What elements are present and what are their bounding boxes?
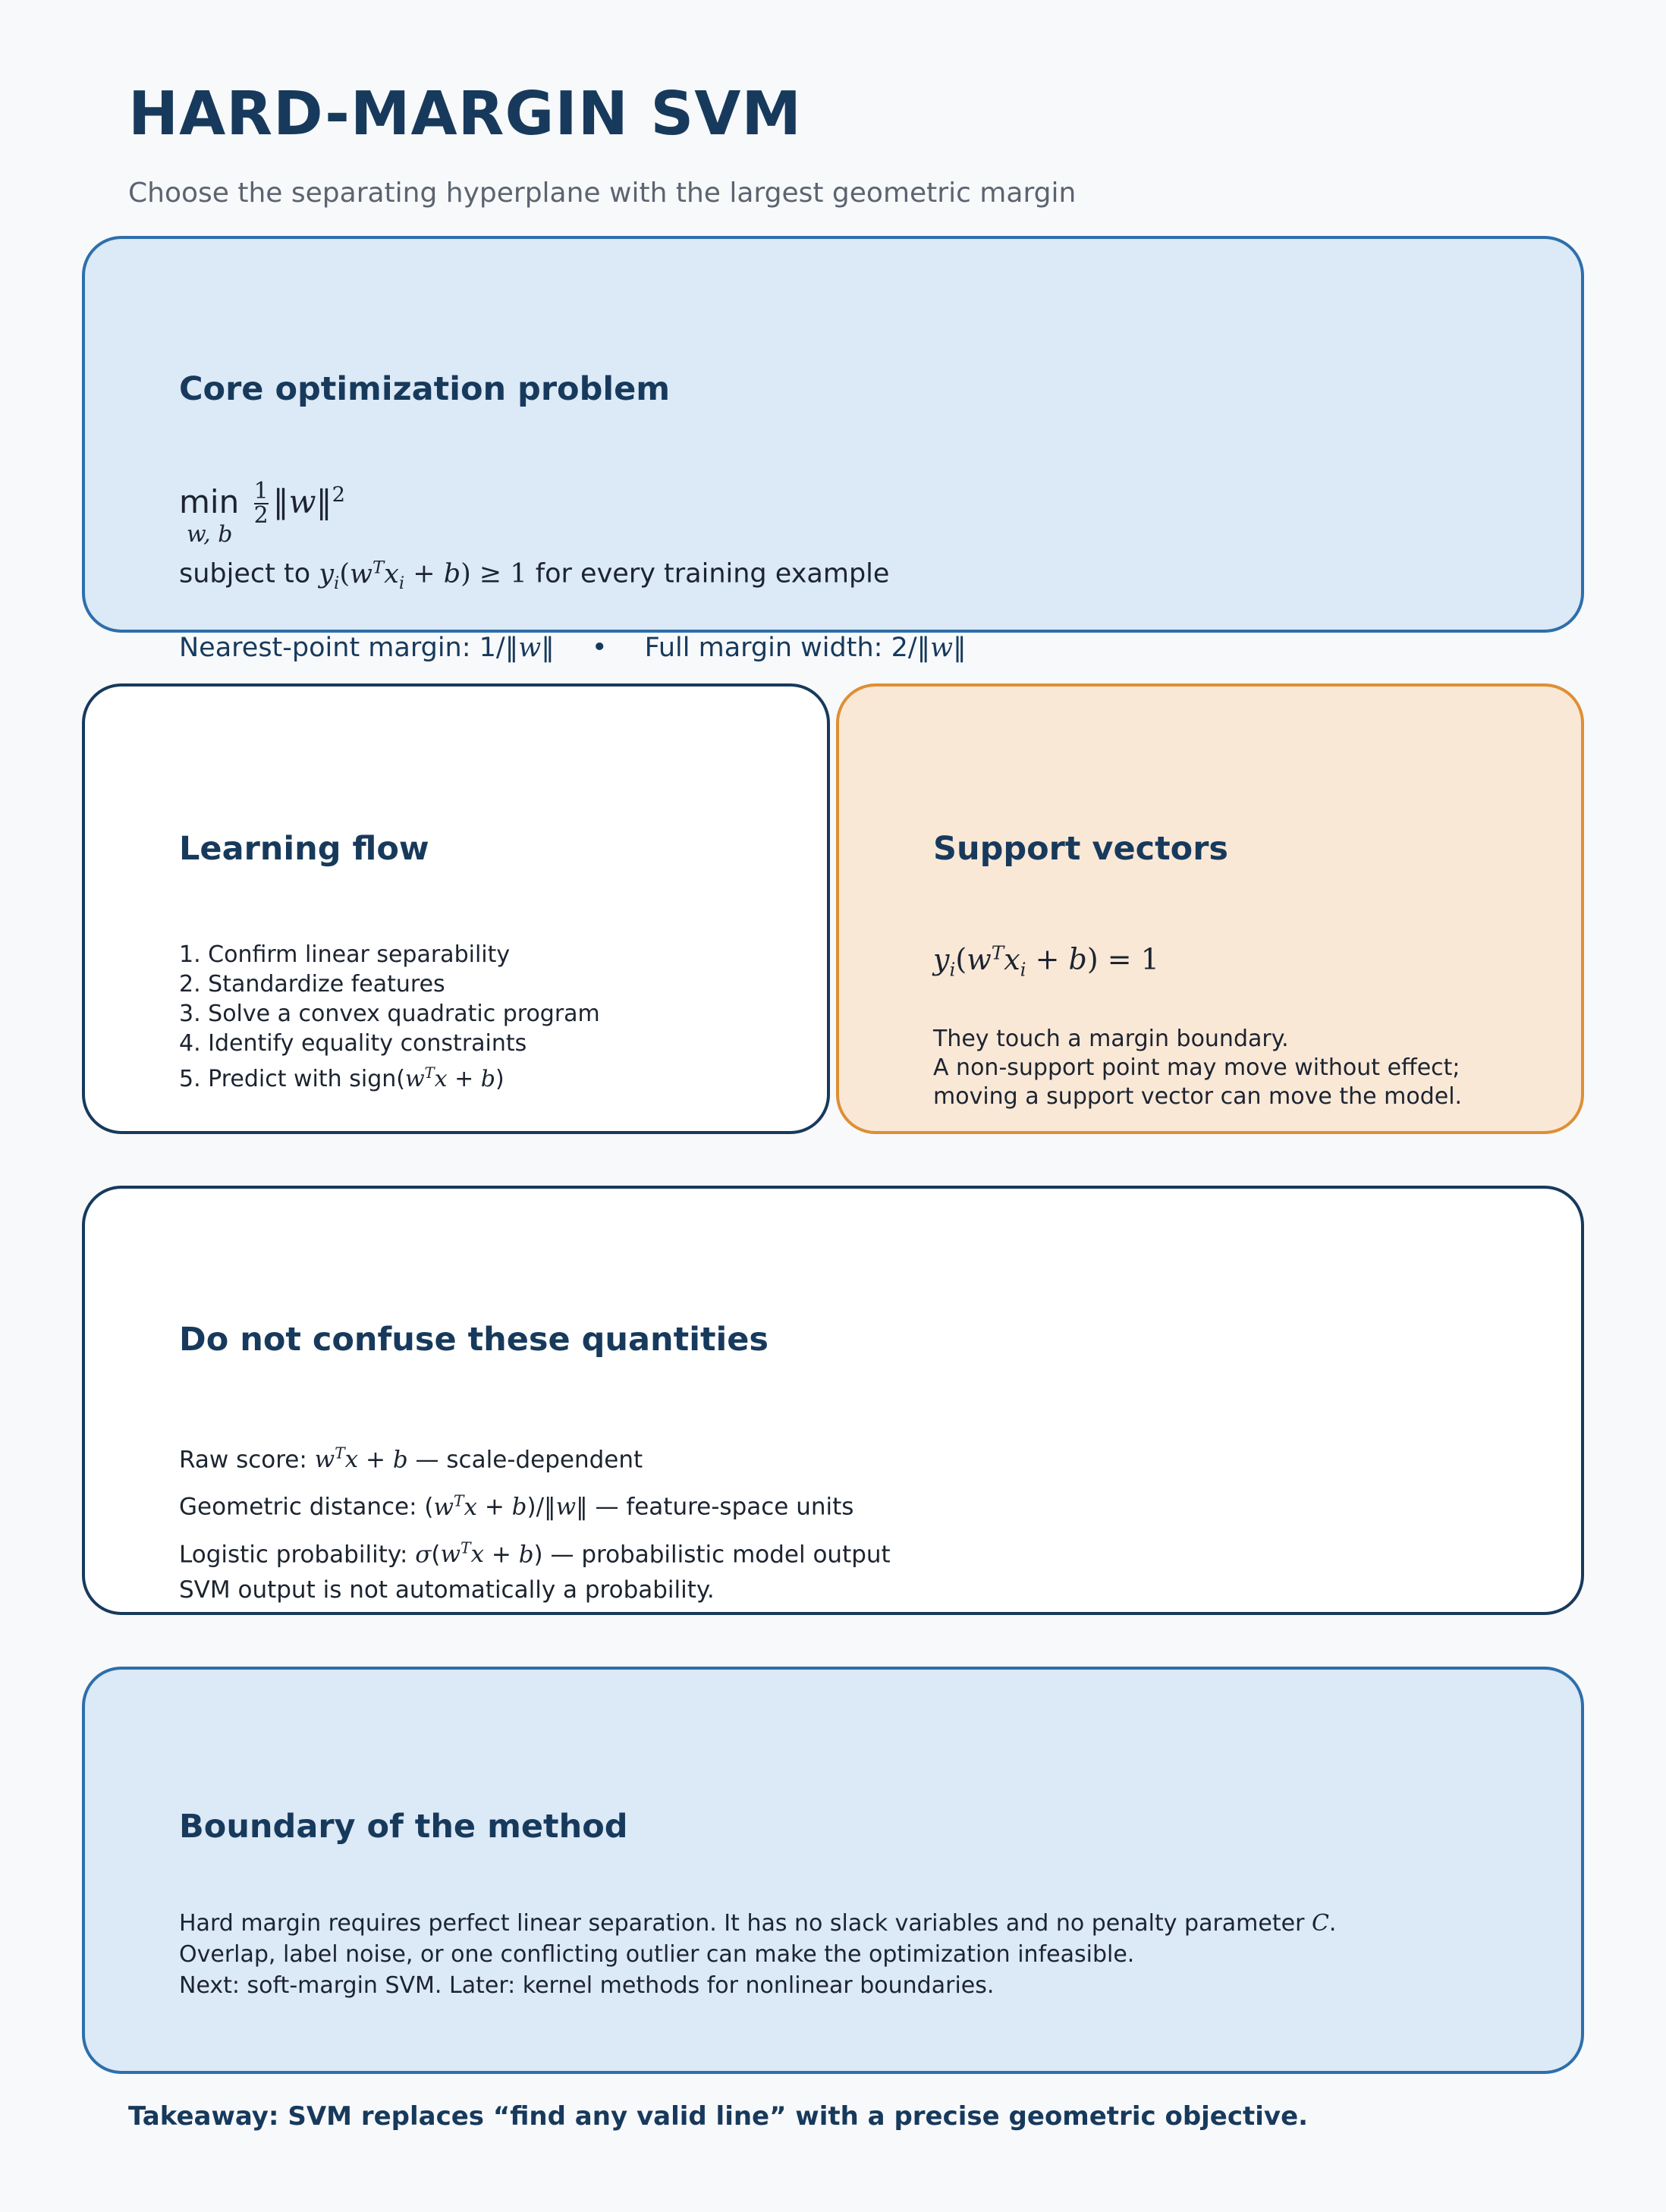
core-optimization-card [82, 236, 1584, 663]
objective-subscript: w, b [187, 520, 233, 548]
margin-summary: Nearest-point margin: 1/‖w‖ • Full margin width: 2/‖w‖ [179, 633, 967, 663]
boundary-card [82, 1667, 1584, 2074]
quantities-card [82, 1186, 1584, 1615]
flow-step: 1. Confirm linear separability [179, 941, 511, 968]
support-vector-equation: $y_i(w^Tx_i + b) = 1$ [933, 941, 1159, 981]
quantities-title: Do not confuse these quantities [179, 1321, 769, 1359]
geometric-distance-line: Geometric distance: ($w^Tx$ + b)/‖w‖ — feature-space units [179, 1491, 854, 1521]
flow-step: 2. Standardize features [179, 971, 445, 998]
svm-output-note: SVM output is not automatically a probability. [179, 1576, 715, 1604]
takeaway: Takeaway: SVM replaces “find any valid line” with a precise geometric objective. [128, 2101, 1309, 2132]
boundary-line-1: Hard margin requires perfect linear separation. It has no slack variables and no penalty parameter C. [179, 1910, 1337, 1937]
support-vectors-card [836, 683, 1584, 1134]
support-vectors-title: Support vectors [933, 830, 1228, 868]
logistic-probability-line: Logistic probability: $\sigma(w^Tx + b)$ — probabilistic model output [179, 1538, 891, 1568]
learning-flow-steps [179, 940, 600, 1094]
boundary-line-2: Overlap, label noise, or one conflicting outlier can make the optimization infeasible. [179, 1941, 1135, 1968]
learning-flow-title: Learning flow [179, 830, 429, 868]
objective-formula: min w, b $\frac{1}{2}$ ‖w‖$^2$ [179, 478, 345, 548]
quantities-list [179, 1433, 891, 1605]
constraint-line: subject to $y_i(w^Tx_i + b) \ge 1$ for every training example [179, 558, 890, 593]
flow-step-predict: 5. Predict with $sign(w^Tx + b)$ [179, 1064, 505, 1092]
page-title: HARD-MARGIN SVM [128, 79, 803, 149]
boundary-line-3: Next: soft-margin SVM. Later: kernel methods for nonlinear boundaries. [179, 1972, 995, 1999]
support-vector-notes: They touch a margin boundary. A non-support point may move without effect; moving a support vector can move the model. [933, 1026, 1463, 1110]
core-optimization-title: Core optimization problem [179, 370, 671, 408]
flow-step: 4. Identify equality constraints [179, 1030, 527, 1057]
objective-min: min [179, 482, 240, 520]
learning-flow-card [82, 683, 830, 1134]
page-subtitle: Choose the separating hyperplane with the largest geometric margin [128, 178, 1077, 209]
flow-step: 3. Solve a convex quadratic program [179, 1001, 600, 1027]
raw-score-line: Raw score: $w^Tx + b$ — scale-dependent [179, 1444, 643, 1474]
boundary-title: Boundary of the method [179, 1808, 628, 1846]
boundary-text [179, 1908, 1336, 2001]
